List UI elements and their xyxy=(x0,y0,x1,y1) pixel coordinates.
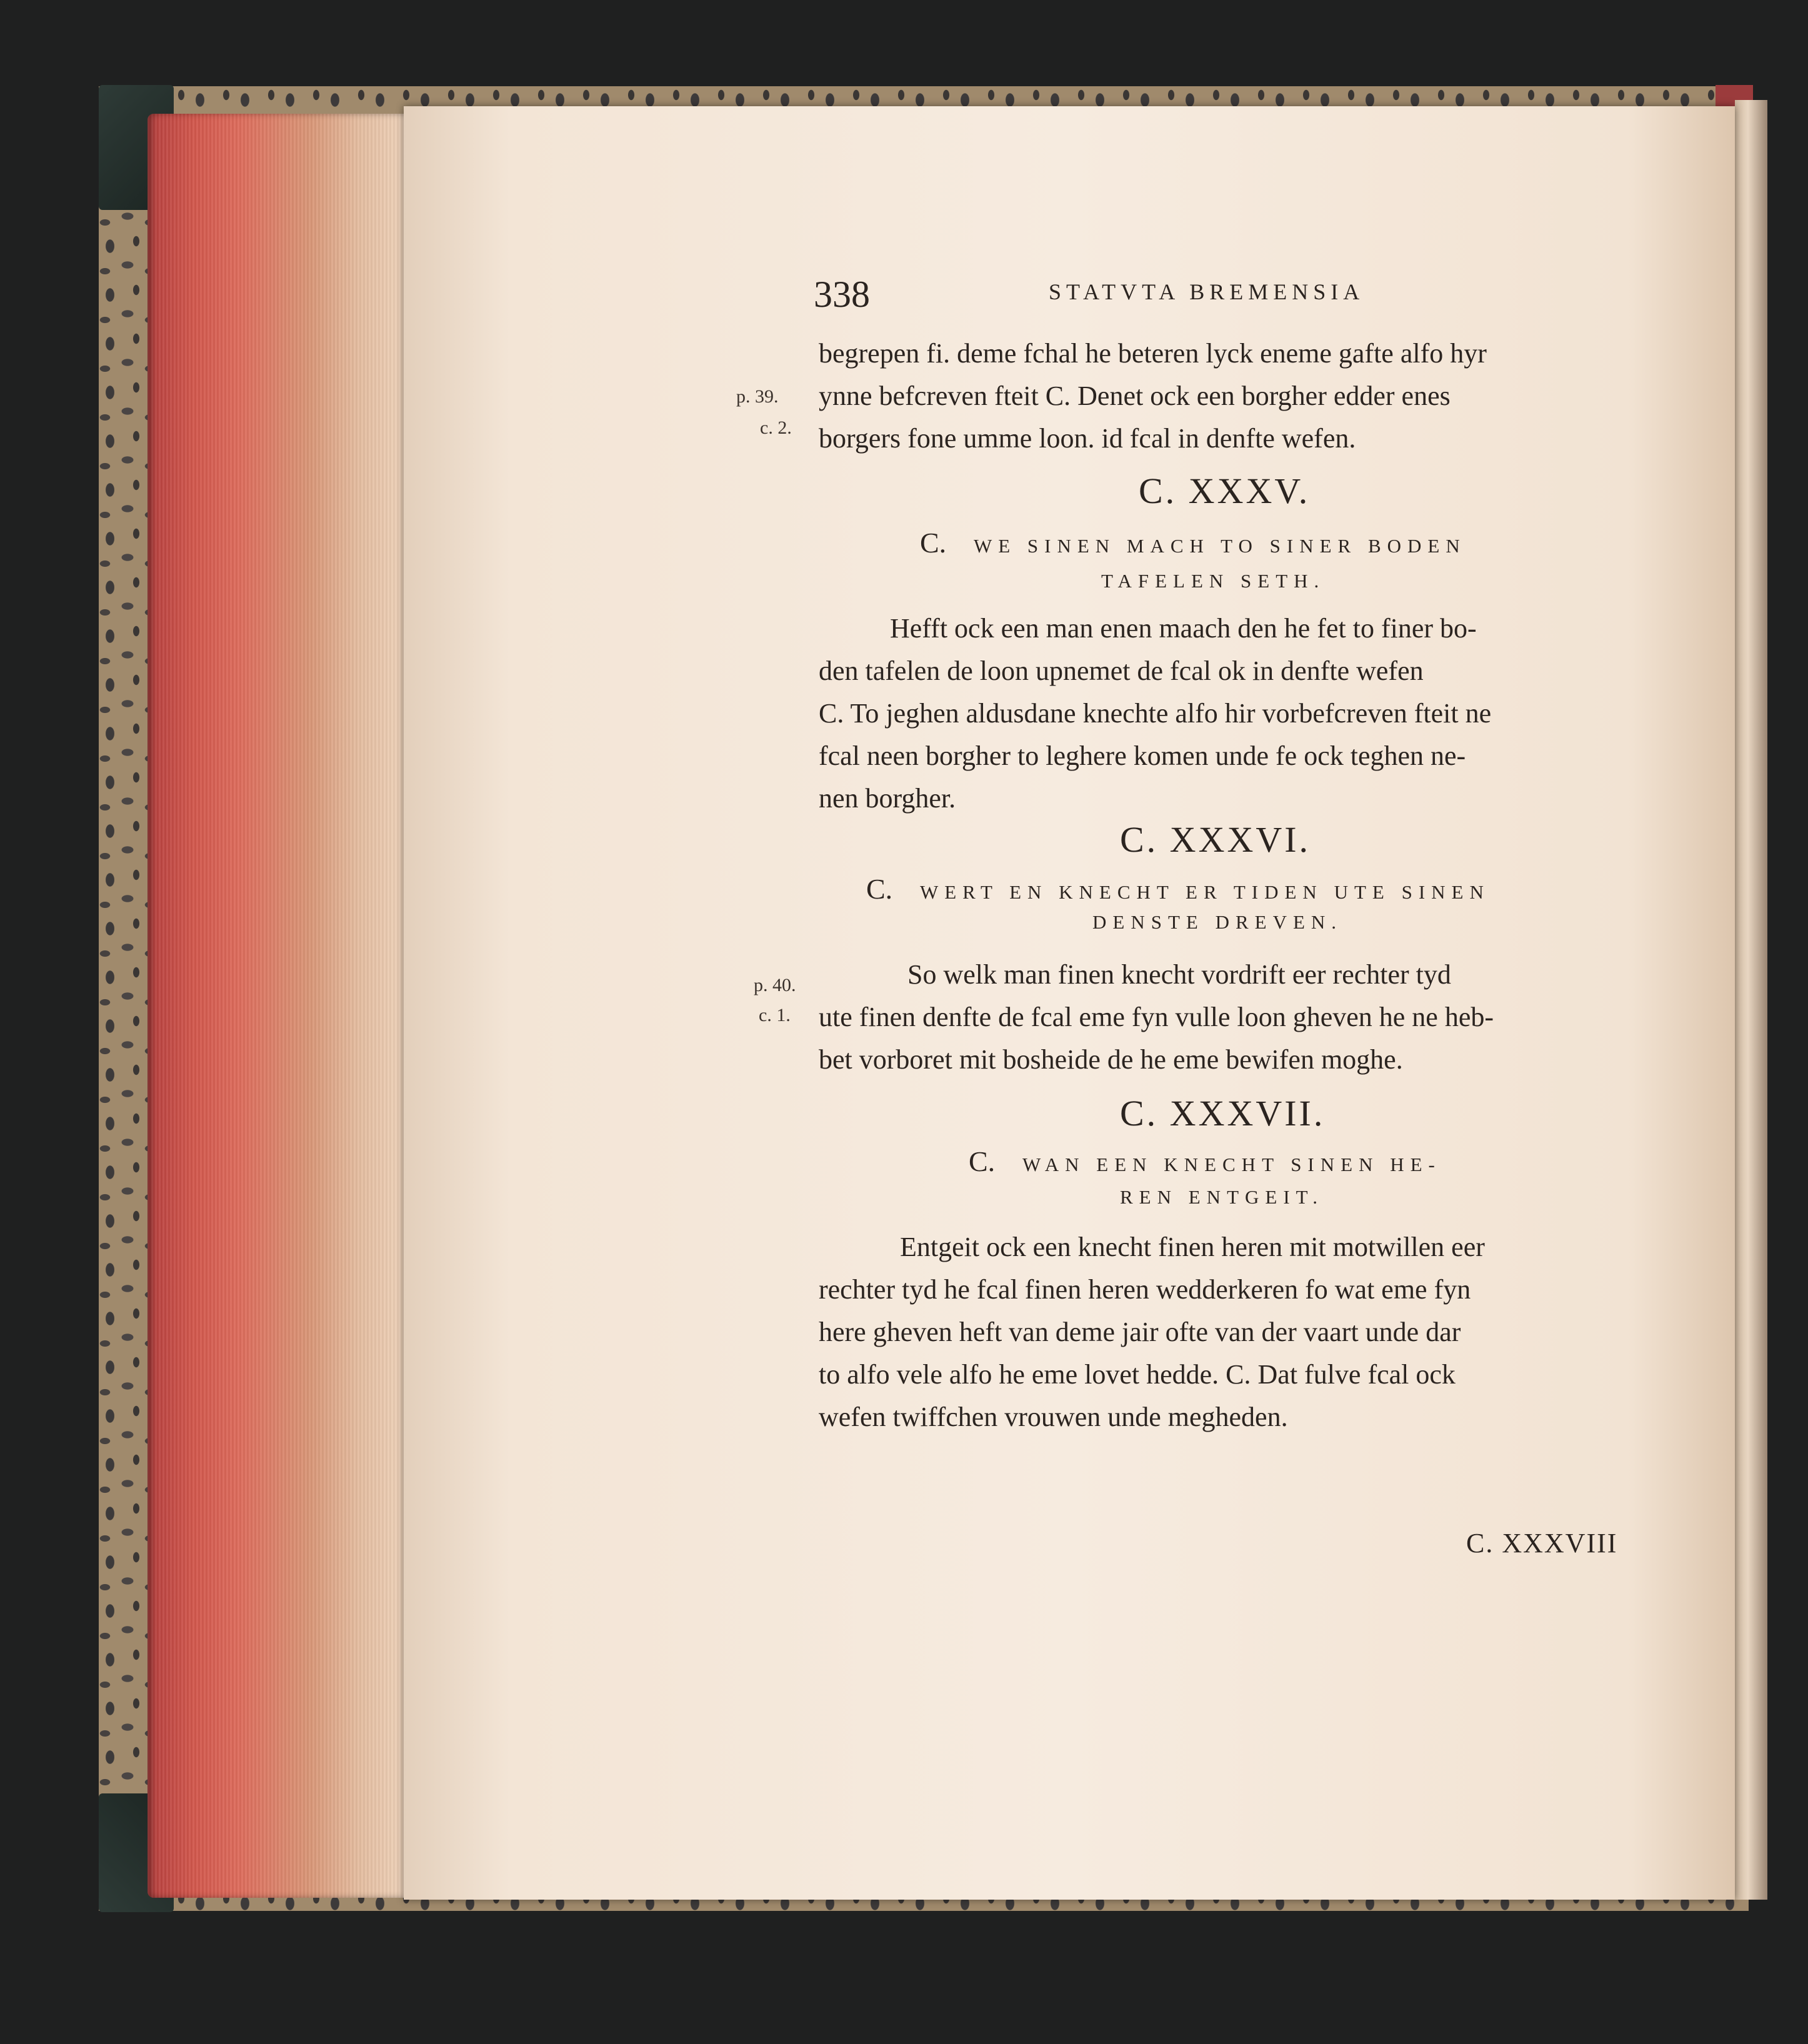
heading-line: DENSTE DREVEN. xyxy=(1092,911,1343,933)
margin-note: p. 40. xyxy=(754,975,796,995)
text-line: Entgeit ock een knecht finen heren mit motwillen eer xyxy=(900,1232,1485,1262)
heading-line: REN ENTGEIT. xyxy=(1120,1186,1324,1208)
heading-line: TAFELEN SETH. xyxy=(1101,570,1326,592)
text-line: borgers fone umme loon. id fcal in denfte wefen. xyxy=(819,423,1356,454)
text-line: Hefft ock een man enen maach den he fet to finer bo- xyxy=(890,613,1477,644)
chapter-heading xyxy=(866,872,1490,905)
text-line: C. To jeghen aldusdane knechte alfo hir vorbefcreven fteit ne xyxy=(819,698,1492,729)
margin-note: c. 2. xyxy=(760,417,792,438)
catchword: C. XXXVIII xyxy=(1466,1528,1618,1558)
text-line: rechter tyd he fcal finen heren wedderkeren fo wat eme fyn xyxy=(819,1274,1471,1305)
page-edges xyxy=(147,114,410,1898)
chapter-number: C. XXXVII. xyxy=(1120,1093,1326,1134)
chapter-number: C. XXXV. xyxy=(1139,471,1311,511)
text-line: begrepen fi. deme fchal he beteren lyck eneme gafte alfo hyr xyxy=(819,338,1487,369)
chapter-heading xyxy=(969,1145,1441,1178)
margin-note: c. 1. xyxy=(759,1005,791,1025)
heading-line: WE SINEN MACH TO SINER BODEN xyxy=(973,535,1466,557)
text-line: wefen twiffchen vrouwen unde megheden. xyxy=(819,1402,1288,1432)
text-line: to alfo vele alfo he eme lovet hedde. C. Dat fulve fcal ock xyxy=(819,1359,1456,1390)
text-line: den tafelen de loon upnemet de fcal ok in denfte wefen xyxy=(819,656,1424,686)
heading-initial: C. xyxy=(920,527,947,559)
text-line: fcal neen borgher to leghere komen unde fe ock teghen ne- xyxy=(819,740,1466,771)
heading-line: WAN EEN KNECHT SINEN HE- xyxy=(1022,1154,1441,1175)
heading-line: WERT EN KNECHT ER TIDEN UTE SINEN xyxy=(919,881,1490,903)
text-line: here gheven heft van deme jair ofte van der vaart unde dar xyxy=(819,1317,1461,1347)
text-line: ute finen denfte de fcal eme fyn vulle loon gheven he ne heb- xyxy=(819,1002,1494,1032)
text-line: ynne befcreven fteit C. Denet ock een borgher edder enes xyxy=(819,381,1451,411)
facing-page-edge xyxy=(1735,100,1767,1900)
margin-note: p. 39. xyxy=(736,386,779,407)
page-number: 338 xyxy=(814,274,870,315)
running-title: STATVTA BREMENSIA xyxy=(1049,279,1365,304)
text-line: So welk man finen knecht vordrift eer rechter tyd xyxy=(907,959,1451,990)
text-line: bet vorboret mit bosheide de he eme bewifen moghe. xyxy=(819,1044,1403,1075)
text-line: nen borgher. xyxy=(819,783,956,814)
chapter-heading xyxy=(920,526,1466,559)
heading-initial: C. xyxy=(866,873,893,905)
chapter-number: C. XXXVI. xyxy=(1120,819,1311,860)
heading-initial: C. xyxy=(969,1145,996,1177)
